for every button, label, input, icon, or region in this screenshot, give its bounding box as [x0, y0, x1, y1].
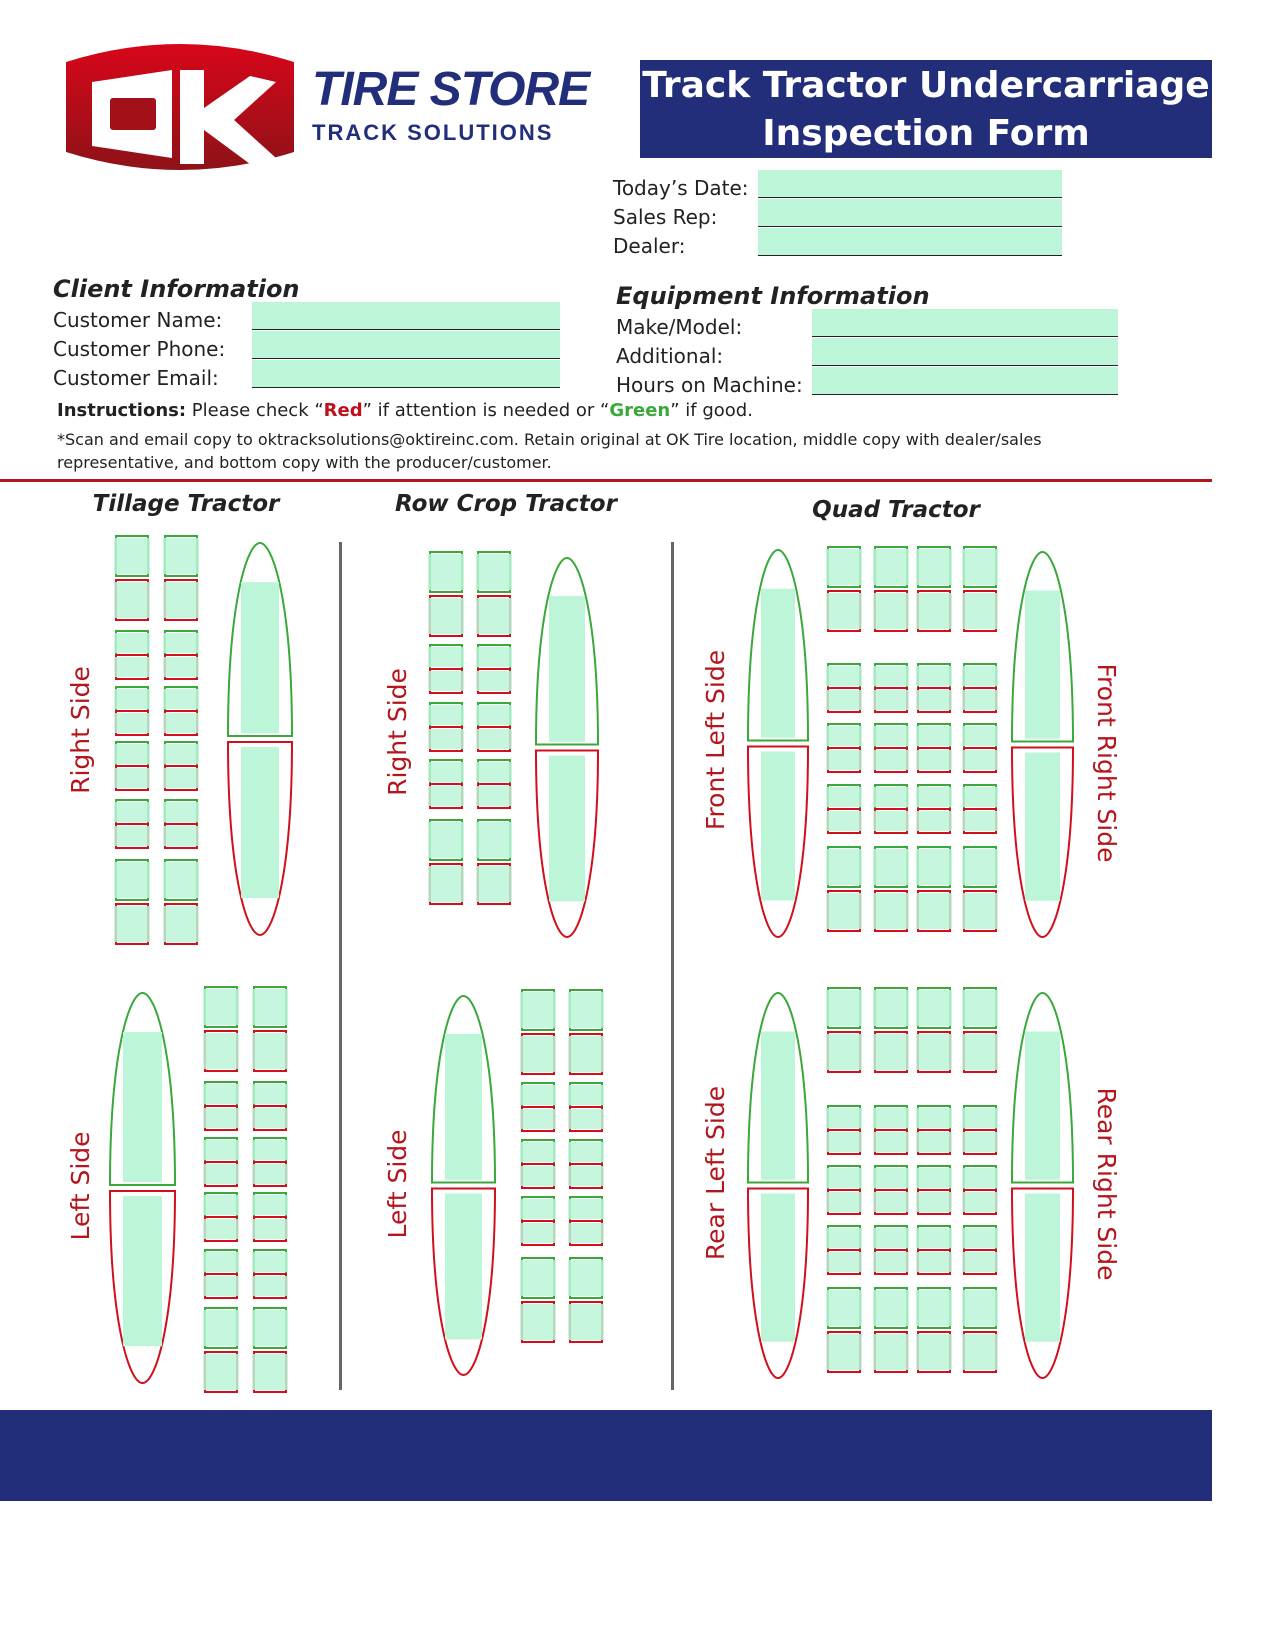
- check-field[interactable]: [476, 729, 512, 749]
- rowcrop-left-label: Left Side: [383, 1129, 412, 1239]
- check-field[interactable]: [916, 1108, 952, 1128]
- hours-field[interactable]: [812, 367, 1118, 395]
- check-field[interactable]: [916, 1252, 952, 1272]
- check-field[interactable]: [252, 989, 288, 1025]
- check-field[interactable]: [916, 811, 952, 831]
- quad-heading: Quad Tractor: [812, 497, 980, 523]
- check-field[interactable]: [873, 1168, 909, 1188]
- instructions: [57, 400, 753, 421]
- check-field[interactable]: [962, 666, 998, 686]
- check-field[interactable]: [203, 1252, 239, 1272]
- check-field[interactable]: [873, 690, 909, 710]
- check-field[interactable]: [476, 822, 512, 858]
- check-field[interactable]: [916, 593, 952, 629]
- check-field[interactable]: [203, 1108, 239, 1128]
- check-field[interactable]: [520, 1199, 556, 1219]
- check-field[interactable]: [114, 582, 150, 618]
- rowcrop-right-idler-green-field[interactable]: [549, 596, 585, 742]
- check-field[interactable]: [520, 1036, 556, 1072]
- check-field[interactable]: [916, 1168, 952, 1188]
- check-field[interactable]: [873, 666, 909, 686]
- check-field[interactable]: [962, 893, 998, 929]
- check-field[interactable]: [428, 822, 464, 858]
- check-field[interactable]: [962, 726, 998, 746]
- check-field[interactable]: [520, 1304, 556, 1340]
- check-field[interactable]: [252, 1195, 288, 1215]
- instructions-note: *Scan and email copy to oktracksolutions@oktireinc.com. Retain original at OK Tire location, middle copy with dealer/sales representative, and bottom copy with the producer/customer.: [57, 430, 1042, 472]
- check-field[interactable]: [114, 657, 150, 677]
- check-field[interactable]: [826, 849, 862, 885]
- check-field[interactable]: [520, 1085, 556, 1105]
- logo-tire-store: TIRE STORE: [312, 63, 590, 116]
- check-field[interactable]: [962, 1034, 998, 1070]
- check-field[interactable]: [916, 893, 952, 929]
- quad-front-right-idler-green-field[interactable]: [1025, 591, 1060, 739]
- check-field[interactable]: [873, 593, 909, 629]
- check-field[interactable]: [568, 1260, 604, 1296]
- check-field[interactable]: [962, 593, 998, 629]
- check-field[interactable]: [203, 1033, 239, 1069]
- make-model-label: Make/Model:: [616, 315, 743, 339]
- check-field[interactable]: [114, 744, 150, 764]
- check-field[interactable]: [826, 666, 862, 686]
- check-field[interactable]: [962, 549, 998, 585]
- check-field[interactable]: [428, 729, 464, 749]
- check-field[interactable]: [916, 1290, 952, 1326]
- check-field[interactable]: [962, 787, 998, 807]
- check-field[interactable]: [568, 992, 604, 1028]
- check-field[interactable]: [114, 802, 150, 822]
- customer-phone-field[interactable]: [252, 331, 560, 359]
- check-field[interactable]: [826, 1252, 862, 1272]
- quad-rear-right-idler-red-field[interactable]: [1025, 1194, 1060, 1342]
- check-field[interactable]: [962, 750, 998, 770]
- check-field[interactable]: [520, 1223, 556, 1243]
- check-field[interactable]: [826, 1290, 862, 1326]
- check-field[interactable]: [962, 1168, 998, 1188]
- check-field[interactable]: [873, 1334, 909, 1370]
- front-left-label: Front Left Side: [701, 649, 730, 831]
- check-field[interactable]: [873, 1034, 909, 1070]
- additional-label: Additional:: [616, 344, 724, 368]
- check-field[interactable]: [252, 1033, 288, 1069]
- check-field[interactable]: [568, 1223, 604, 1243]
- customer-email-field[interactable]: [252, 360, 560, 388]
- check-field[interactable]: [916, 1034, 952, 1070]
- check-field[interactable]: [114, 633, 150, 653]
- tillage-right-idler-red-field[interactable]: [241, 747, 279, 898]
- check-field[interactable]: [873, 1108, 909, 1128]
- hours-label: Hours on Machine:: [616, 373, 803, 397]
- customer-name-field[interactable]: [252, 302, 560, 330]
- logo-track-solutions: TRACK SOLUTIONS: [312, 120, 554, 145]
- check-field[interactable]: [428, 647, 464, 667]
- check-field[interactable]: [826, 787, 862, 807]
- tillage-heading: Tillage Tractor: [92, 491, 280, 517]
- check-field[interactable]: [428, 786, 464, 806]
- check-field[interactable]: [962, 990, 998, 1026]
- check-field[interactable]: [873, 726, 909, 746]
- rowcrop-right-label: Right Side: [383, 668, 412, 796]
- front-right-label: Front Right Side: [1092, 663, 1121, 863]
- check-field[interactable]: [916, 690, 952, 710]
- tillage-left-idler-green-field[interactable]: [123, 1032, 162, 1182]
- check-field[interactable]: [163, 906, 199, 942]
- check-field[interactable]: [163, 582, 199, 618]
- instr-mid: ” if attention is needed or “: [362, 400, 610, 421]
- check-field[interactable]: [114, 538, 150, 574]
- check-field[interactable]: [163, 657, 199, 677]
- tillage-left-idler-red-field[interactable]: [123, 1196, 162, 1346]
- check-field[interactable]: [520, 1142, 556, 1162]
- check-field[interactable]: [252, 1354, 288, 1390]
- check-field[interactable]: [203, 989, 239, 1025]
- check-field[interactable]: [476, 866, 512, 902]
- form-title: [640, 60, 1212, 158]
- check-field[interactable]: [826, 1034, 862, 1070]
- title-line-2: Inspection Form: [762, 113, 1090, 154]
- check-field[interactable]: [114, 826, 150, 846]
- check-field[interactable]: [962, 1192, 998, 1212]
- check-field[interactable]: [962, 1108, 998, 1128]
- additional-field[interactable]: [812, 338, 1118, 366]
- check-field[interactable]: [163, 862, 199, 898]
- check-field[interactable]: [476, 786, 512, 806]
- check-field[interactable]: [163, 689, 199, 709]
- check-field[interactable]: [826, 1334, 862, 1370]
- check-field[interactable]: [163, 713, 199, 733]
- instr-post: ” if good.: [670, 400, 753, 421]
- check-field[interactable]: [203, 1164, 239, 1184]
- check-field[interactable]: [520, 1260, 556, 1296]
- instr-green: Green: [609, 400, 671, 421]
- quad-rear-left-idler-red-field[interactable]: [761, 1194, 795, 1342]
- check-field[interactable]: [163, 802, 199, 822]
- todays-date-field[interactable]: [758, 170, 1062, 198]
- customer-phone-label: Customer Phone:: [53, 337, 226, 361]
- check-field[interactable]: [252, 1310, 288, 1346]
- check-field[interactable]: [962, 1228, 998, 1248]
- sales-rep-label: Sales Rep:: [613, 205, 718, 229]
- check-field[interactable]: [203, 1276, 239, 1296]
- check-field[interactable]: [568, 1085, 604, 1105]
- check-field[interactable]: [203, 1219, 239, 1239]
- check-field[interactable]: [916, 787, 952, 807]
- check-field[interactable]: [476, 705, 512, 725]
- check-field[interactable]: [962, 1334, 998, 1370]
- check-field[interactable]: [916, 549, 952, 585]
- check-field[interactable]: [428, 598, 464, 634]
- check-field[interactable]: [873, 1228, 909, 1248]
- check-field[interactable]: [568, 1109, 604, 1129]
- title-line-1: Track Tractor Undercarriage: [642, 65, 1210, 106]
- ok-logo: [62, 40, 297, 170]
- dealer-field[interactable]: [758, 228, 1062, 256]
- check-field[interactable]: [826, 549, 862, 585]
- check-field[interactable]: [568, 1199, 604, 1219]
- check-field[interactable]: [568, 1036, 604, 1072]
- check-field[interactable]: [962, 849, 998, 885]
- check-field[interactable]: [568, 1166, 604, 1186]
- check-field[interactable]: [252, 1219, 288, 1239]
- customer-email-label: Customer Email:: [53, 366, 219, 390]
- check-field[interactable]: [252, 1164, 288, 1184]
- check-field[interactable]: [203, 1195, 239, 1215]
- check-field[interactable]: [962, 1290, 998, 1326]
- rowcrop-heading: Row Crop Tractor: [395, 491, 617, 517]
- check-field[interactable]: [916, 990, 952, 1026]
- check-field[interactable]: [962, 1252, 998, 1272]
- check-field[interactable]: [873, 990, 909, 1026]
- check-field[interactable]: [916, 849, 952, 885]
- quad-front-left-idler-red-field[interactable]: [761, 752, 795, 901]
- check-field[interactable]: [203, 1354, 239, 1390]
- check-field[interactable]: [203, 1084, 239, 1104]
- check-field[interactable]: [568, 1304, 604, 1340]
- check-field[interactable]: [962, 690, 998, 710]
- rear-left-label: Rear Left Side: [701, 1085, 730, 1261]
- check-field[interactable]: [826, 1228, 862, 1248]
- check-field[interactable]: [163, 744, 199, 764]
- check-field[interactable]: [163, 538, 199, 574]
- check-field[interactable]: [203, 1140, 239, 1160]
- rowcrop-left-idler-red-field[interactable]: [445, 1194, 482, 1340]
- check-field[interactable]: [428, 554, 464, 590]
- check-field[interactable]: [826, 1132, 862, 1152]
- check-field[interactable]: [476, 598, 512, 634]
- check-field[interactable]: [873, 1252, 909, 1272]
- check-field[interactable]: [873, 811, 909, 831]
- check-field[interactable]: [826, 811, 862, 831]
- check-field[interactable]: [916, 750, 952, 770]
- make-model-field[interactable]: [812, 309, 1118, 337]
- check-field[interactable]: [163, 768, 199, 788]
- check-field[interactable]: [163, 633, 199, 653]
- tillage-right-idler-green-field[interactable]: [241, 582, 279, 733]
- sales-rep-field[interactable]: [758, 199, 1062, 227]
- check-field[interactable]: [428, 705, 464, 725]
- instr-bold: Instructions:: [57, 400, 187, 421]
- client-info-heading: Client Information: [53, 275, 300, 303]
- check-field[interactable]: [962, 811, 998, 831]
- check-field[interactable]: [873, 549, 909, 585]
- check-field[interactable]: [873, 1192, 909, 1212]
- check-field[interactable]: [826, 690, 862, 710]
- check-field[interactable]: [114, 713, 150, 733]
- check-field[interactable]: [114, 862, 150, 898]
- check-field[interactable]: [428, 866, 464, 902]
- check-field[interactable]: [476, 647, 512, 667]
- check-field[interactable]: [252, 1140, 288, 1160]
- check-field[interactable]: [568, 1142, 604, 1162]
- quad-front-right-idler-red-field[interactable]: [1025, 753, 1060, 901]
- check-field[interactable]: [114, 768, 150, 788]
- tillage-left-label: Left Side: [66, 1131, 95, 1241]
- check-field[interactable]: [873, 893, 909, 929]
- check-field[interactable]: [428, 671, 464, 691]
- check-field[interactable]: [826, 990, 862, 1026]
- check-field[interactable]: [252, 1084, 288, 1104]
- check-field[interactable]: [428, 762, 464, 782]
- check-field[interactable]: [476, 671, 512, 691]
- instr-pre: Please check “: [186, 400, 324, 421]
- rowcrop-left-idler-green-field[interactable]: [445, 1034, 482, 1180]
- check-field[interactable]: [252, 1252, 288, 1272]
- todays-date-label: Today’s Date:: [613, 176, 749, 200]
- check-field[interactable]: [826, 1108, 862, 1128]
- check-field[interactable]: [114, 906, 150, 942]
- check-field[interactable]: [916, 1334, 952, 1370]
- check-field[interactable]: [916, 1228, 952, 1248]
- check-field[interactable]: [826, 1192, 862, 1212]
- check-field[interactable]: [520, 1109, 556, 1129]
- check-field[interactable]: [252, 1276, 288, 1296]
- check-field[interactable]: [962, 1132, 998, 1152]
- check-field[interactable]: [826, 726, 862, 746]
- rear-right-label: Rear Right Side: [1092, 1087, 1121, 1281]
- check-field[interactable]: [476, 554, 512, 590]
- rowcrop-right-idler-red-field[interactable]: [549, 756, 585, 902]
- divider-2: [671, 542, 674, 1390]
- check-field[interactable]: [826, 750, 862, 770]
- check-field[interactable]: [163, 826, 199, 846]
- check-field[interactable]: [476, 762, 512, 782]
- check-field[interactable]: [873, 750, 909, 770]
- check-field[interactable]: [520, 1166, 556, 1186]
- divider-1: [339, 542, 342, 1390]
- check-field[interactable]: [826, 893, 862, 929]
- check-field[interactable]: [826, 1168, 862, 1188]
- quad-rear-left-idler-green-field[interactable]: [761, 1032, 795, 1180]
- check-field[interactable]: [203, 1310, 239, 1346]
- footer-bar: [0, 1410, 1212, 1501]
- check-field[interactable]: [826, 593, 862, 629]
- check-field[interactable]: [916, 666, 952, 686]
- check-field[interactable]: [873, 787, 909, 807]
- check-field[interactable]: [873, 849, 909, 885]
- check-field[interactable]: [114, 689, 150, 709]
- check-field[interactable]: [520, 992, 556, 1028]
- instr-red: Red: [323, 400, 363, 421]
- equipment-info-heading: Equipment Information: [616, 282, 930, 310]
- quad-rear-right-idler-green-field[interactable]: [1025, 1032, 1060, 1180]
- quad-front-left-idler-green-field[interactable]: [761, 589, 795, 738]
- check-field[interactable]: [916, 1192, 952, 1212]
- dealer-label: Dealer:: [613, 234, 686, 258]
- check-field[interactable]: [873, 1290, 909, 1326]
- customer-name-label: Customer Name:: [53, 308, 223, 332]
- check-field[interactable]: [916, 1132, 952, 1152]
- check-field[interactable]: [252, 1108, 288, 1128]
- tillage-right-label: Right Side: [66, 666, 95, 794]
- check-field[interactable]: [916, 726, 952, 746]
- check-field[interactable]: [873, 1132, 909, 1152]
- track-diagram: [0, 480, 1275, 1410]
